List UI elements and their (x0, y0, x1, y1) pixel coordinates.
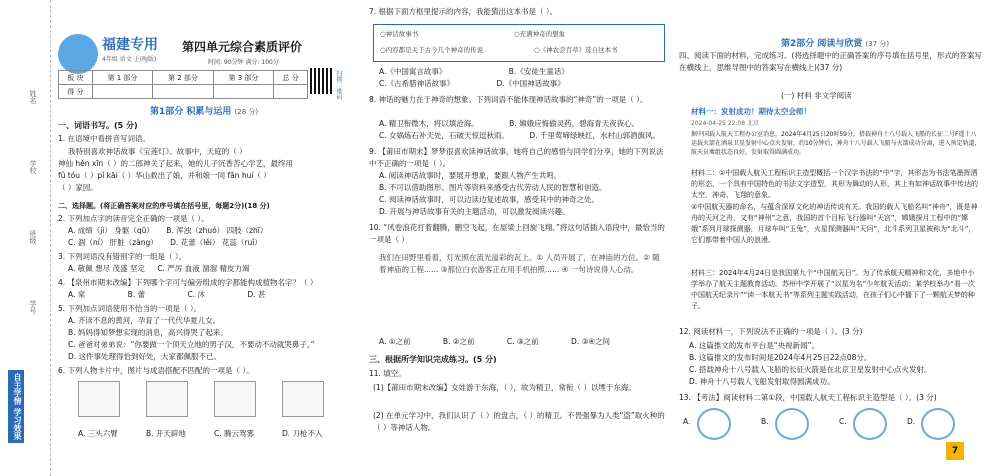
option[interactable]: D. 甚 (247, 290, 266, 299)
score-header: 第 3 部分 (213, 71, 274, 85)
option[interactable]: C. 爸爸对弟弟说：“你要做一个顶天立地的男子汉，不要动不动就哭鼻子。” (68, 340, 315, 349)
brand-title: 福建专用 (102, 37, 158, 53)
q1-line: 神仙 hěn xīn（ ）的二郎神关了起来，她的儿子沉香苦心学艺，最终用 (58, 159, 294, 168)
option[interactable]: D. 刀枪不入 (282, 429, 323, 438)
option[interactable]: B. 嫦娥应悔偷灵药，碧海青天夜夜心。 (509, 119, 640, 128)
hint: ○《神农尝百草》选自这本书 (534, 46, 618, 54)
part1-header (150, 104, 258, 117)
option[interactable]: D.《中国神话故事》 (496, 79, 565, 88)
score-header: 第 1 部分 (92, 71, 153, 85)
option[interactable]: A. 阅读神话故事时，要展开想象，要跟人物产生共鸣。 (379, 171, 562, 180)
option[interactable]: C. 腾云驾雾 (214, 429, 255, 438)
part2-points: (37 分) (865, 40, 890, 48)
score-table (58, 70, 308, 99)
school-label: 学校 (29, 160, 37, 174)
middle-page (363, 0, 671, 476)
q5-stem: 5. 下列加点词语使用不恰当的一项是（ ）。 (58, 304, 202, 313)
q10-passage: 我们在田野里看着，灯光照在流光溢彩的瓦上。① 人员开展了，在神庙的方位。② 随着神庙的工程...... ③那位白衣游客正在用手机拍照...... ④ 一句诗说得人心动。 (379, 253, 660, 274)
option[interactable]: A. (683, 417, 691, 426)
option[interactable]: D. 神舟十八号载人飞船发射取得圆满成功。 (689, 377, 835, 386)
q10-stem: 10. “风卷浪花打着翻腾，鹏空飞起，在屋梁上回旋飞翔。”将这句话插入语段中，最恰当的一项是（ ） (369, 223, 665, 244)
reading-intro: 四、阅读下面的材料，完成练习。(将选择题中的正确答案的序号填在括号里，形式的答案写在横线上，思维导图中的答案写在横线上)(37 分) (679, 51, 982, 72)
part2-title: 第2部分 阅读与欣赏 (781, 39, 863, 49)
option[interactable]: D. 花蕾（lěi） 花蕊（ruǐ） (170, 238, 262, 247)
q2-opt (68, 237, 272, 249)
emblem-a-icon (697, 408, 731, 440)
option[interactable]: B.《安徒生童话》 (508, 67, 569, 76)
q2-opt (68, 225, 277, 237)
hint: ○内容都是关于古今几个神奇的传说 (380, 46, 484, 54)
q11-line: (2) 在单元学习中，我们认识了（ ）的盘古，（ ）的精卫。不畏强暴为人类“盗”取火种的（ ）等神话人物。 (373, 411, 665, 432)
score-cell[interactable] (153, 85, 214, 99)
q2-title: 二、选择题。(将正确答案对应的序号填在括号里，每题2分)(18 分) (58, 202, 270, 210)
card-image-nezha-icon (78, 381, 120, 417)
option[interactable]: C. 女娲炼石补天处，石破天惊逗秋雨。 (379, 131, 510, 140)
option[interactable]: D. 这件事处理得恰到好处，大家都佩服不已。 (68, 352, 222, 361)
q1-stem: 1. 在语境中看拼音写词语。 (58, 134, 151, 143)
q7-stem: 7. 根据下面方框里提示的内容，我能猜出这本书是（ ）。 (369, 7, 558, 16)
score-cell[interactable] (274, 85, 308, 99)
option[interactable]: B. 蕾 (127, 290, 146, 299)
option[interactable]: C. 涸（ní） 肝脏（zàng） (68, 238, 158, 247)
hint: ○充满神奇的想象 (514, 30, 566, 38)
option[interactable]: B. 开天辟地 (146, 429, 186, 438)
part1-title: 第1部分 积累与运用 (150, 107, 232, 117)
q3-opts (68, 263, 259, 275)
left-page (0, 0, 363, 476)
q11-stem: 11. 填空。 (369, 369, 406, 378)
m1-body: 据中国载人航天工程办公室消息，2024年4月25日20时59分，搭载神舟十八号载人飞船的长征二号F遥十八运载火箭在酒泉卫星发射中心点火发射，约10分钟后，神舟十八号载人飞船与火箭成功分离，进入预定轨道，航天员乘组状态良好，发射取得圆满成功。 (691, 131, 981, 156)
q1-line: 我特别喜欢神话故事《宝莲灯》。故事中，天庭的（ ） (68, 147, 247, 156)
unit-title: 第四单元综合素质评价 (182, 40, 303, 54)
score-cell[interactable] (213, 85, 274, 99)
score-cell[interactable] (92, 85, 153, 99)
part2-header (781, 36, 889, 49)
option[interactable]: C. (839, 417, 847, 426)
option[interactable]: C. 搭载神舟十八号载人飞船的长征火箭是在北京卫星发射中心点火发射。 (689, 365, 932, 374)
q12-stem: 12. 阅读材料一，下列说法不正确的一项是（ ）。(3 分) (679, 327, 863, 336)
q2-stem: 2. 下列加点字的读音完全正确的一项是（ ）。 (58, 214, 209, 223)
q1-line: fǔ tóu（ ）pǐ kāi（ ）华山救出了娘，并和娘一同 fān huí（ ） (58, 171, 271, 180)
q9-stem: 9. 【莆田市期末】梦梦很喜欢读神话故事，她将自己的感悟与同学们分享，她的下列说法中不正确的一项是（ ）。 (369, 147, 664, 168)
class-label: 班级 (29, 230, 37, 244)
m1-title: 材料一：发射成功！期待太空会师！ (691, 107, 811, 116)
score-header: 板 块 (59, 71, 93, 85)
qr-label: 扫描二维码 (335, 70, 342, 100)
q4-stem: 4. 【泉州市期末改编】下列哪个字可与偏旁组成的字都能构成植物名字？（ ） (58, 278, 318, 287)
option[interactable]: A. 齐读不息的黄河，孕育了一代代华夏儿女。 (68, 316, 221, 325)
option[interactable]: C. 阅读神话故事时，可以边读边复述故事，感受其中的神奇之处。 (379, 195, 600, 204)
option[interactable]: D. 千里莺啼绿映红，水村山郭酒旗风。 (529, 131, 660, 140)
option[interactable]: B. (761, 417, 769, 426)
hint: ○神话故事书 (380, 30, 419, 38)
q7-opts (379, 66, 579, 78)
option[interactable]: C. 严厉 血液 溜溜 精皮力竭 (157, 264, 250, 273)
option[interactable]: C. 沐 (187, 290, 205, 299)
unit-meta: 时间: 90分钟 满分: 100分 (208, 59, 279, 66)
qr-code-icon[interactable] (310, 68, 334, 94)
option[interactable]: C.《古希腊神话故事》 (379, 79, 455, 88)
m1-date: 2024-04-25 22:08 北京 (691, 120, 759, 127)
emblem-b-icon (775, 408, 809, 440)
q8-opts (379, 118, 649, 130)
q11-line: (1)【莆田市期末改编】女娃游于东海，（ ），故为精卫，常衔（ ）以堙于东海。 (373, 383, 636, 392)
option[interactable]: C. ③之前 (506, 337, 539, 346)
m2-para1: 材料二：①中国载人航天工程标识主造型概括一个汉字书法的“中”字，其形态为书法笔墨挥洒的形态，一个具有中国特色的书法文字造型，其形为舞动的人形，其上有如神话故事中传达的太空、神奇、飞翔的意象。 (691, 169, 978, 199)
option[interactable]: B. ②之前 (442, 337, 475, 346)
option[interactable]: B. 浑浊（zhuó） 四肢（zhī） (166, 226, 268, 235)
option[interactable]: B. 这篇推文的发布时间是2024年4月25日22点08分。 (689, 353, 872, 362)
option[interactable]: A. 成绩（jì） 身躯（qū） (68, 226, 154, 235)
q8-stem: 8. 神话的魅力在于神奇的想象。下列词语不能体现神话故事的“神奇”的一项是（ ）。 (369, 95, 648, 104)
part1-points: (28 分) (234, 108, 259, 116)
q6-stem: 6. 下列人物卡片中，图片与成语搭配不匹配的一项是（ ）。 (58, 366, 254, 375)
page-number: 7 (946, 442, 964, 460)
brand-logo-icon (58, 34, 98, 74)
option[interactable]: D. (907, 417, 916, 426)
option[interactable]: D. 开展与神话故事有关的主题活动，可以激发阅读兴趣。 (379, 207, 570, 216)
q3sec-title: 三、根据所学知识完成练习。(5 分) (369, 355, 497, 364)
score-header: 第 2 部分 (153, 71, 214, 85)
reading-subtitle: (一) 材料 非文学阅读 (781, 91, 852, 100)
binding-strip (0, 0, 51, 476)
option[interactable]: A. 精卫衔微木，将以填沧海。 (379, 119, 479, 128)
score-header: 总 分 (274, 71, 308, 85)
right-page (671, 0, 1000, 476)
q13-stem: 13. 【考法】阅读材料二第①段，中国载人航天工程标识主造型是（ ）。(3 分) (679, 393, 937, 402)
card-image-pangu-icon (146, 381, 188, 417)
emblem-d-icon (921, 408, 955, 440)
option[interactable]: B. 不可以借助图形。图片等资料来感受古代劳动人民的智慧和创造。 (379, 183, 607, 192)
q1-title: 一、词语书写。(5 分) (58, 121, 138, 130)
slogan-box: 自主学情 学习效果 (8, 370, 24, 443)
option[interactable]: A. 这篇推文的发布平台是“央视新闻”。 (689, 341, 820, 350)
option[interactable]: B. 妈妈得知梦想实现的消息，高兴得哭了起来。 (68, 328, 228, 337)
q3-stem: 3. 下列词语没有错别字的一组是（ ）。 (58, 252, 187, 261)
q1-line: （ ）家园。 (58, 183, 98, 192)
q8-opts (379, 130, 670, 142)
q10-opts (379, 336, 620, 348)
m3-para: 材料三：2024年4月24日是我国第九个“中国航天日”。为了传承航天精神和文化，多地中小学举办了航天主题教育活动。苏州中学开展了“以星为名”少年航天活动；某学校举办“看一次中国航天纪录片”“读一本航天书”等系列主题实践活动，在孩子们心中播下了一颗航天梦的种子。 (691, 269, 975, 310)
card-image-hero-icon (282, 381, 324, 417)
name-label: 姓名 (29, 90, 37, 104)
card-image-sunwukong-icon (214, 381, 256, 417)
option[interactable]: A. ①之前 (379, 337, 411, 346)
option[interactable]: A. 棠 (68, 290, 86, 299)
option[interactable]: D. ③④之间 (571, 337, 611, 346)
number-label: 学号 (29, 300, 37, 314)
q4-opts (68, 289, 275, 301)
option[interactable]: A.《中国寓言故事》 (379, 67, 447, 76)
option[interactable]: A. 三头六臂 (78, 429, 118, 438)
q7-hint-box (373, 24, 665, 62)
q7-opts (379, 78, 575, 90)
emblem-c-icon (853, 408, 887, 440)
option[interactable]: A. 敬佩 想尽 茂盛 坚定 (68, 264, 145, 273)
score-row-label: 得 分 (59, 85, 93, 99)
grade-label: 4年级 语文 上(RJ版) (102, 56, 157, 63)
m2-para2: ②中国航天器的命名，与蕴含深厚文化的神话传说有关。我国的载人飞船名叫“神舟”，既是神舟的天河之舟，又有“神州”之意，我国的首个目标飞行器叫“天宫”，嫦娥探月工程中的“嫦娥”系列月球探测器，月球车叫“玉兔”，火星探测器叫“天问”，北斗系列卫星被称为“北斗”，它们都带着中国人的浪漫。 (691, 203, 978, 244)
